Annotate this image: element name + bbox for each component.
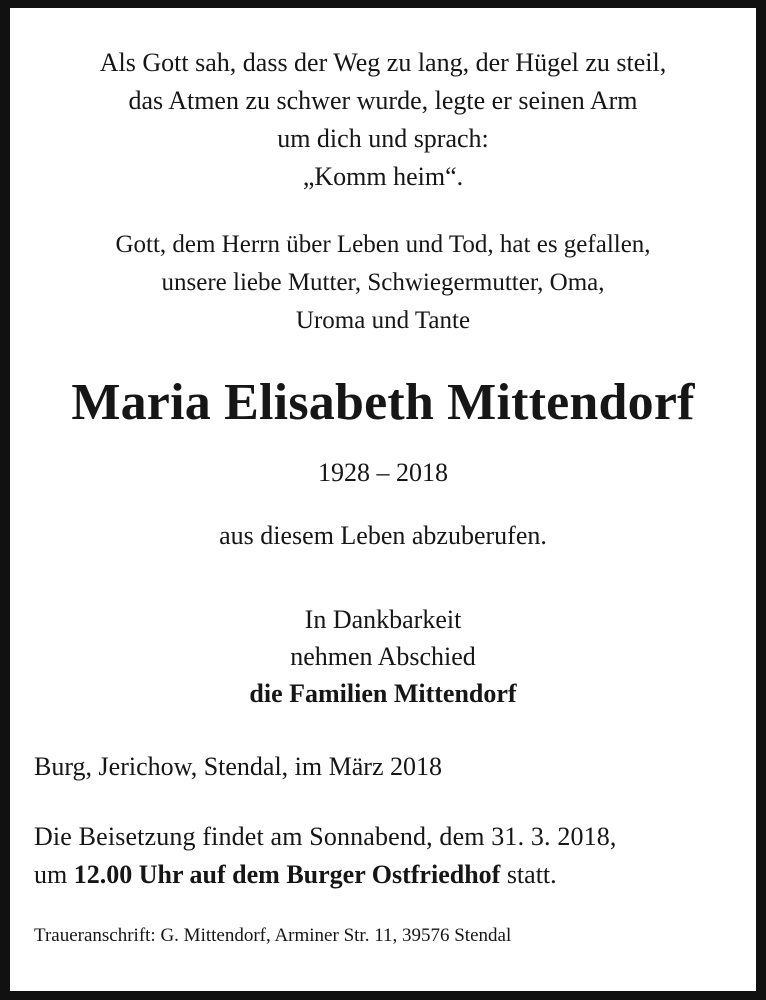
poem-line-4: „Komm heim“. [302, 162, 464, 191]
family-signature: die Familien Mittendorf [249, 679, 517, 708]
deceased-name: Maria Elisabeth Mittendorf [71, 374, 695, 431]
mourning-address: Traueranschrift: G. Mittendorf, Arminer Str. 11, 39576 Stendal [34, 925, 512, 946]
life-years: 1928 – 2018 [318, 458, 448, 487]
burial-suffix: statt. [506, 860, 557, 889]
announcement-line-2: unsere liebe Mutter, Schwiegermutter, Oma, [161, 269, 605, 296]
burial-prefix: um [34, 860, 68, 889]
burial-time-location: 12.00 Uhr auf dem Burger Ostfriedhof [73, 860, 501, 889]
burial-line-2 [34, 860, 557, 890]
closing-phrase: aus diesem Leben abzuberufen. [219, 521, 547, 550]
poem-line-2: das Atmen zu schwer wurde, legte er seinen Arm [128, 86, 638, 115]
announcement-line-3: Uroma und Tante [295, 307, 471, 334]
burial-line-1: Die Beisetzung findet am Sonnabend, dem 31. 3. 2018, [34, 822, 617, 851]
poem-line-3: um dich und sprach: [277, 124, 489, 153]
farewell-line-2: nehmen Abschied [290, 642, 476, 671]
announcement-line-1: Gott, dem Herrn über Leben und Tod, hat es gefallen, [115, 231, 651, 258]
poem-line-1: Als Gott sah, dass der Weg zu lang, der Hügel zu steil, [99, 48, 667, 77]
place-and-date: Burg, Jerichow, Stendal, im März 2018 [34, 752, 442, 781]
farewell-line-1: In Dankbarkeit [304, 605, 462, 634]
